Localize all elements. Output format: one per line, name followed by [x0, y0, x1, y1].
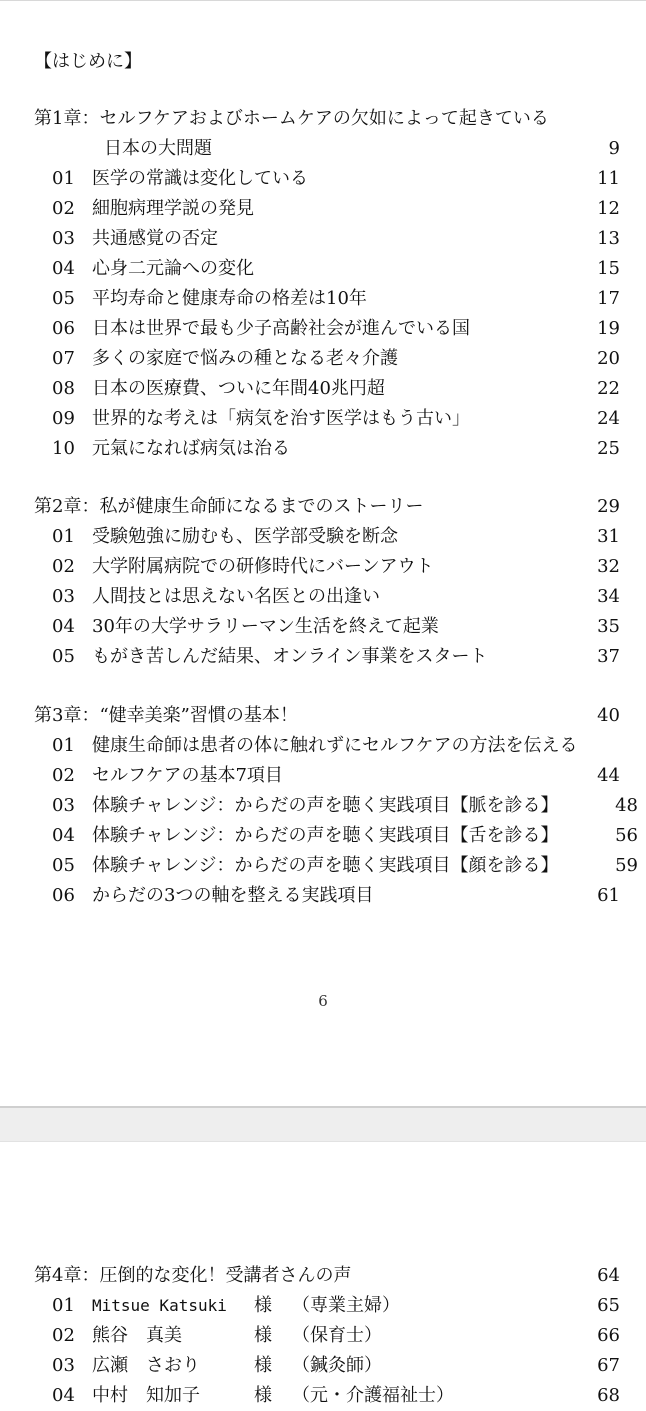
toc-item[interactable] [0, 1321, 646, 1351]
page-ref: 22 [597, 378, 620, 399]
person-role: （専業主婦） [292, 1295, 400, 1316]
item-title: 30年の大学サラリーマン生活を終えて起業 [92, 616, 439, 637]
page-ref: 37 [597, 646, 620, 667]
person-role: （鍼灸師） [292, 1355, 382, 1376]
toc-item[interactable] [0, 1381, 646, 1411]
toc-chapter-1-cont[interactable] [0, 134, 646, 164]
toc-item[interactable] [0, 642, 646, 672]
chapter-title: 第2章：私が健康生命師になるまでのストーリー [34, 496, 424, 517]
page-ref: 64 [597, 1265, 620, 1286]
honorific: 様 [254, 1355, 272, 1376]
item-number: 09 [52, 408, 75, 429]
toc-item[interactable] [0, 344, 646, 374]
item-number: 04 [52, 258, 75, 279]
item-number: 08 [52, 378, 75, 399]
page-ref: 12 [597, 198, 620, 219]
item-number: 04 [52, 825, 75, 846]
page-ref: 59 [615, 855, 638, 876]
item-title: 元氣になれば病気は治る [92, 438, 290, 459]
toc-item[interactable] [0, 314, 646, 344]
toc-item[interactable] [0, 552, 646, 582]
item-number: 07 [52, 348, 75, 369]
item-title: 世界的な考えは「病気を治す医学はもう古い」 [92, 408, 470, 429]
item-title: 健康生命師は患者の体に触れずにセルフケアの方法を伝える [92, 735, 578, 756]
chapter-title: 第4章：圧倒的な変化！受講者さんの声 [34, 1265, 352, 1286]
item-title: 平均寿命と健康寿命の格差は10年 [92, 288, 367, 309]
toc-item[interactable] [0, 761, 646, 791]
item-number: 01 [52, 168, 75, 189]
toc-item[interactable] [0, 404, 646, 434]
document-page-7 [0, 1142, 646, 1406]
item-title: もがき苦しんだ結果、オンライン事業をスタート [92, 646, 488, 667]
toc-item[interactable] [0, 731, 646, 761]
page-ref: 20 [597, 348, 620, 369]
item-number: 02 [52, 765, 75, 786]
item-number: 03 [52, 795, 75, 816]
item-number: 05 [52, 288, 75, 309]
page-ref: 17 [597, 288, 620, 309]
person-name: 広瀬 さおり [92, 1355, 200, 1376]
page-ref: 40 [597, 705, 620, 726]
item-number: 01 [52, 735, 75, 756]
item-title: 多くの家庭で悩みの種となる老々介護 [92, 348, 398, 369]
toc-item[interactable] [0, 791, 646, 821]
page-ref: 29 [597, 496, 620, 517]
intro-heading[interactable]: 【はじめに】 [34, 51, 142, 72]
item-number: 03 [52, 1355, 75, 1376]
page-ref: 19 [597, 318, 620, 339]
toc-item[interactable] [0, 194, 646, 224]
page-ref: 25 [597, 438, 620, 459]
page-ref: 31 [597, 526, 620, 547]
item-title: 医学の常識は変化している [92, 168, 308, 189]
toc-item[interactable] [0, 224, 646, 254]
item-number: 02 [52, 556, 75, 577]
item-number: 01 [52, 1295, 75, 1316]
page-ref: 44 [597, 765, 620, 786]
toc-item[interactable] [0, 851, 646, 881]
honorific: 様 [254, 1385, 272, 1406]
person-name: Mitsue Katsuki [92, 1296, 227, 1315]
page-ref: 24 [597, 408, 620, 429]
toc-item[interactable] [0, 881, 646, 911]
item-number: 01 [52, 526, 75, 547]
toc-item[interactable] [0, 284, 646, 314]
page-ref: 11 [597, 168, 620, 189]
page-ref: 48 [615, 795, 638, 816]
toc-chapter-4[interactable] [0, 1261, 646, 1291]
page-ref: 15 [597, 258, 620, 279]
person-role: （保育士） [292, 1325, 382, 1346]
toc-item[interactable] [0, 434, 646, 464]
toc-item[interactable] [0, 522, 646, 552]
toc-item[interactable] [0, 254, 646, 284]
item-number: 10 [52, 438, 75, 459]
toc-chapter-2[interactable] [0, 492, 646, 522]
page-number: 6 [318, 992, 328, 1010]
person-role: （元・介護福祉士） [292, 1385, 454, 1406]
person-name: 中村 知加子 [92, 1385, 200, 1406]
item-number: 06 [52, 885, 75, 906]
page-ref: 65 [597, 1295, 620, 1316]
item-title: 共通感覚の否定 [92, 228, 218, 249]
item-title: 体験チャレンジ：からだの声を聴く実践項目【顔を診る】 [92, 855, 559, 876]
item-number: 05 [52, 646, 75, 667]
page-ref: 68 [597, 1385, 620, 1406]
item-title: 日本の医療費、ついに年間40兆円超 [92, 378, 385, 399]
item-title: 大学附属病院での研修時代にバーンアウト [92, 556, 434, 577]
page-separator [0, 1106, 646, 1142]
chapter-title: 第1章：セルフケアおよびホームケアの欠如によって起きている [34, 108, 549, 129]
toc-item[interactable] [0, 582, 646, 612]
item-title: 心身二元論への変化 [92, 258, 254, 279]
toc-item[interactable] [0, 374, 646, 404]
item-title: 日本は世界で最も少子高齢社会が進んでいる国 [92, 318, 470, 339]
page-ref: 32 [597, 556, 620, 577]
item-number: 06 [52, 318, 75, 339]
item-number: 02 [52, 198, 75, 219]
toc-chapter-1[interactable] [0, 104, 646, 134]
item-number: 03 [52, 586, 75, 607]
item-number: 03 [52, 228, 75, 249]
item-number: 04 [52, 1385, 75, 1406]
item-number: 04 [52, 616, 75, 637]
item-number: 02 [52, 1325, 75, 1346]
page-ref: 35 [597, 616, 620, 637]
item-title: 細胞病理学説の発見 [92, 198, 254, 219]
toc-chapter-3[interactable] [0, 701, 646, 731]
item-title: からだの3つの軸を整える実践項目 [92, 885, 374, 906]
item-title: セルフケアの基本7項目 [92, 765, 283, 786]
page-ref: 61 [597, 885, 620, 906]
item-title: 受験勉強に励むも、医学部受験を断念 [92, 526, 398, 547]
page-ref: 13 [597, 228, 620, 249]
page-ref: 67 [597, 1355, 620, 1376]
honorific: 様 [254, 1325, 272, 1346]
chapter-title-cont: 日本の大問題 [104, 138, 212, 159]
toc-item[interactable] [0, 164, 646, 194]
person-name: 熊谷 真美 [92, 1325, 182, 1346]
page-ref: 9 [608, 138, 620, 159]
chapter-title: 第3章：“健幸美楽”習慣の基本！ [34, 705, 298, 726]
item-title: 体験チャレンジ：からだの声を聴く実践項目【脈を診る】 [92, 795, 559, 816]
toc-item[interactable] [0, 1351, 646, 1381]
page-ref: 66 [597, 1325, 620, 1346]
toc-item[interactable] [0, 821, 646, 851]
toc-item[interactable] [0, 1291, 646, 1321]
item-title: 人間技とは思えない名医との出逢い [92, 586, 380, 607]
toc-item[interactable] [0, 612, 646, 642]
page-ref: 34 [597, 586, 620, 607]
item-number: 05 [52, 855, 75, 876]
honorific: 様 [254, 1295, 272, 1316]
item-title: 体験チャレンジ：からだの声を聴く実践項目【舌を診る】 [92, 825, 559, 846]
page-ref: 56 [615, 825, 638, 846]
